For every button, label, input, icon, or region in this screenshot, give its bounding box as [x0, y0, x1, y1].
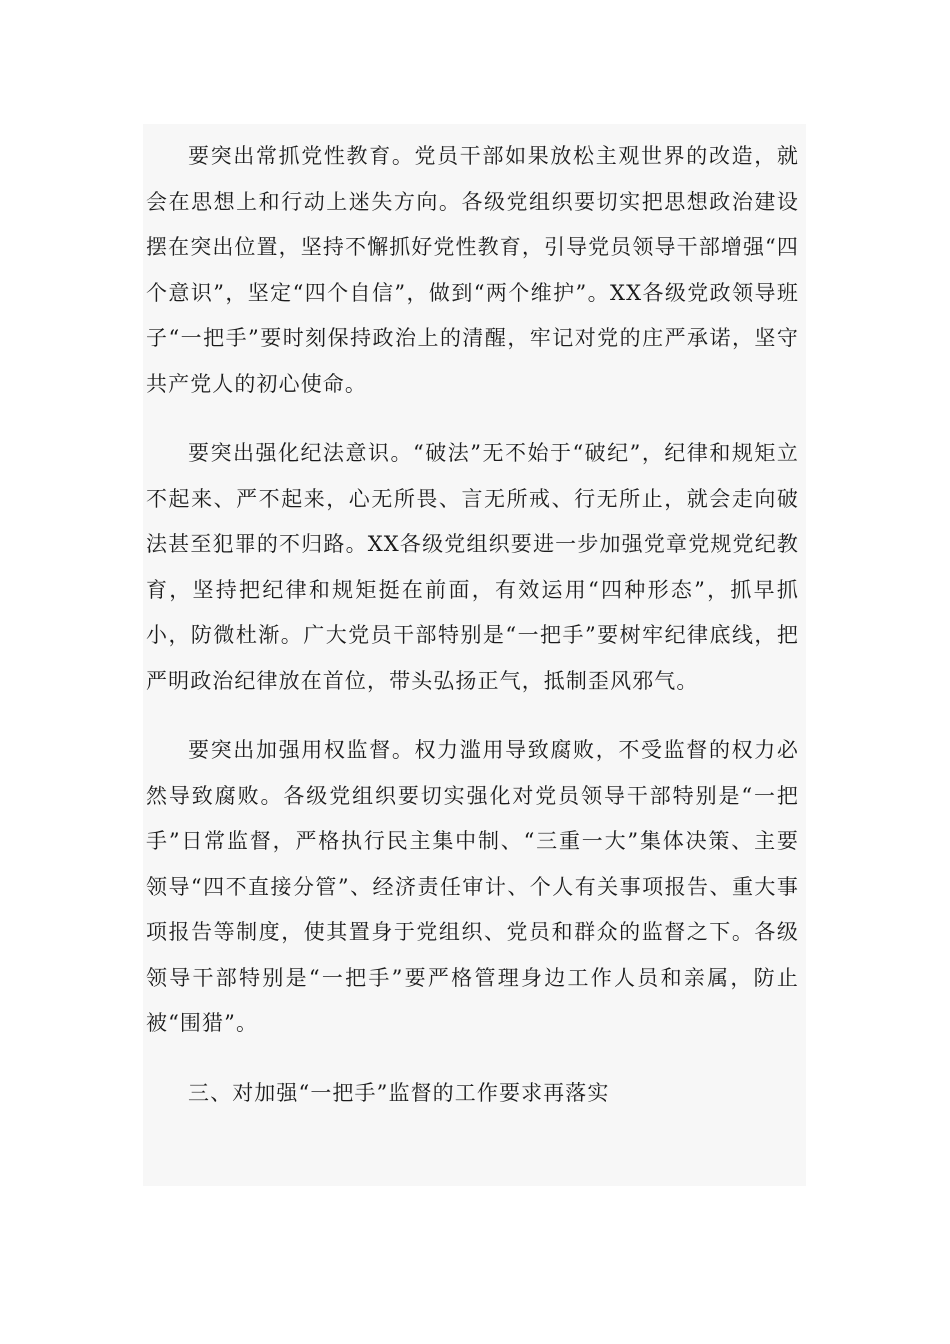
document-page [143, 124, 806, 1186]
paragraph-discipline-awareness: 要突出强化纪法意识。“破法”无不始于“破纪”，纪律和规矩立不起来、严不起来，心无所畏、言无所戒、行无所止，就会走向破法甚至犯罪的不归路。XX各级党组织要进一步加强党章党规党纪教育，坚持把纪律和规矩挺在前面，有效运用“四种形态”，抓早抓小，防微杜渐。广大党员干部特别是“一把手”要树牢纪律底线，把严明政治纪律放在首位，带头弘扬正气，抵制歪风邪气。 [146, 441, 799, 693]
paragraph-power-supervision: 要突出加强用权监督。权力滥用导致腐败，不受监督的权力必然导致腐败。各级党组织要切实强化对党员领导干部特别是“一把手”日常监督，严格执行民主集中制、“三重一大”集体决策、主要领导“四不直接分管”、经济责任审计、个人有关事项报告、重大事项报告等制度，使其置身于党组织、党员和群众的监督之下。各级领导干部特别是“一把手”要严格管理身边工作人员和亲属，防止被“围猎”。 [146, 738, 799, 1035]
document-body [146, 134, 799, 1116]
section-heading: 三、对加强“一把手”监督的工作要求再落实 [188, 1080, 610, 1105]
paragraph-party-education: 要突出常抓党性教育。党员干部如果放松主观世界的改造，就会在思想上和行动上迷失方向。各级党组织要切实把思想政治建设摆在突出位置，坚持不懈抓好党性教育，引导党员领导干部增强“四个意识”，坚定“四个自信”，做到“两个维护”。XX各级党政领导班子“一把手”要时刻保持政治上的清醒，牢记对党的庄严承诺，坚守共产党人的初心使命。 [146, 144, 799, 396]
